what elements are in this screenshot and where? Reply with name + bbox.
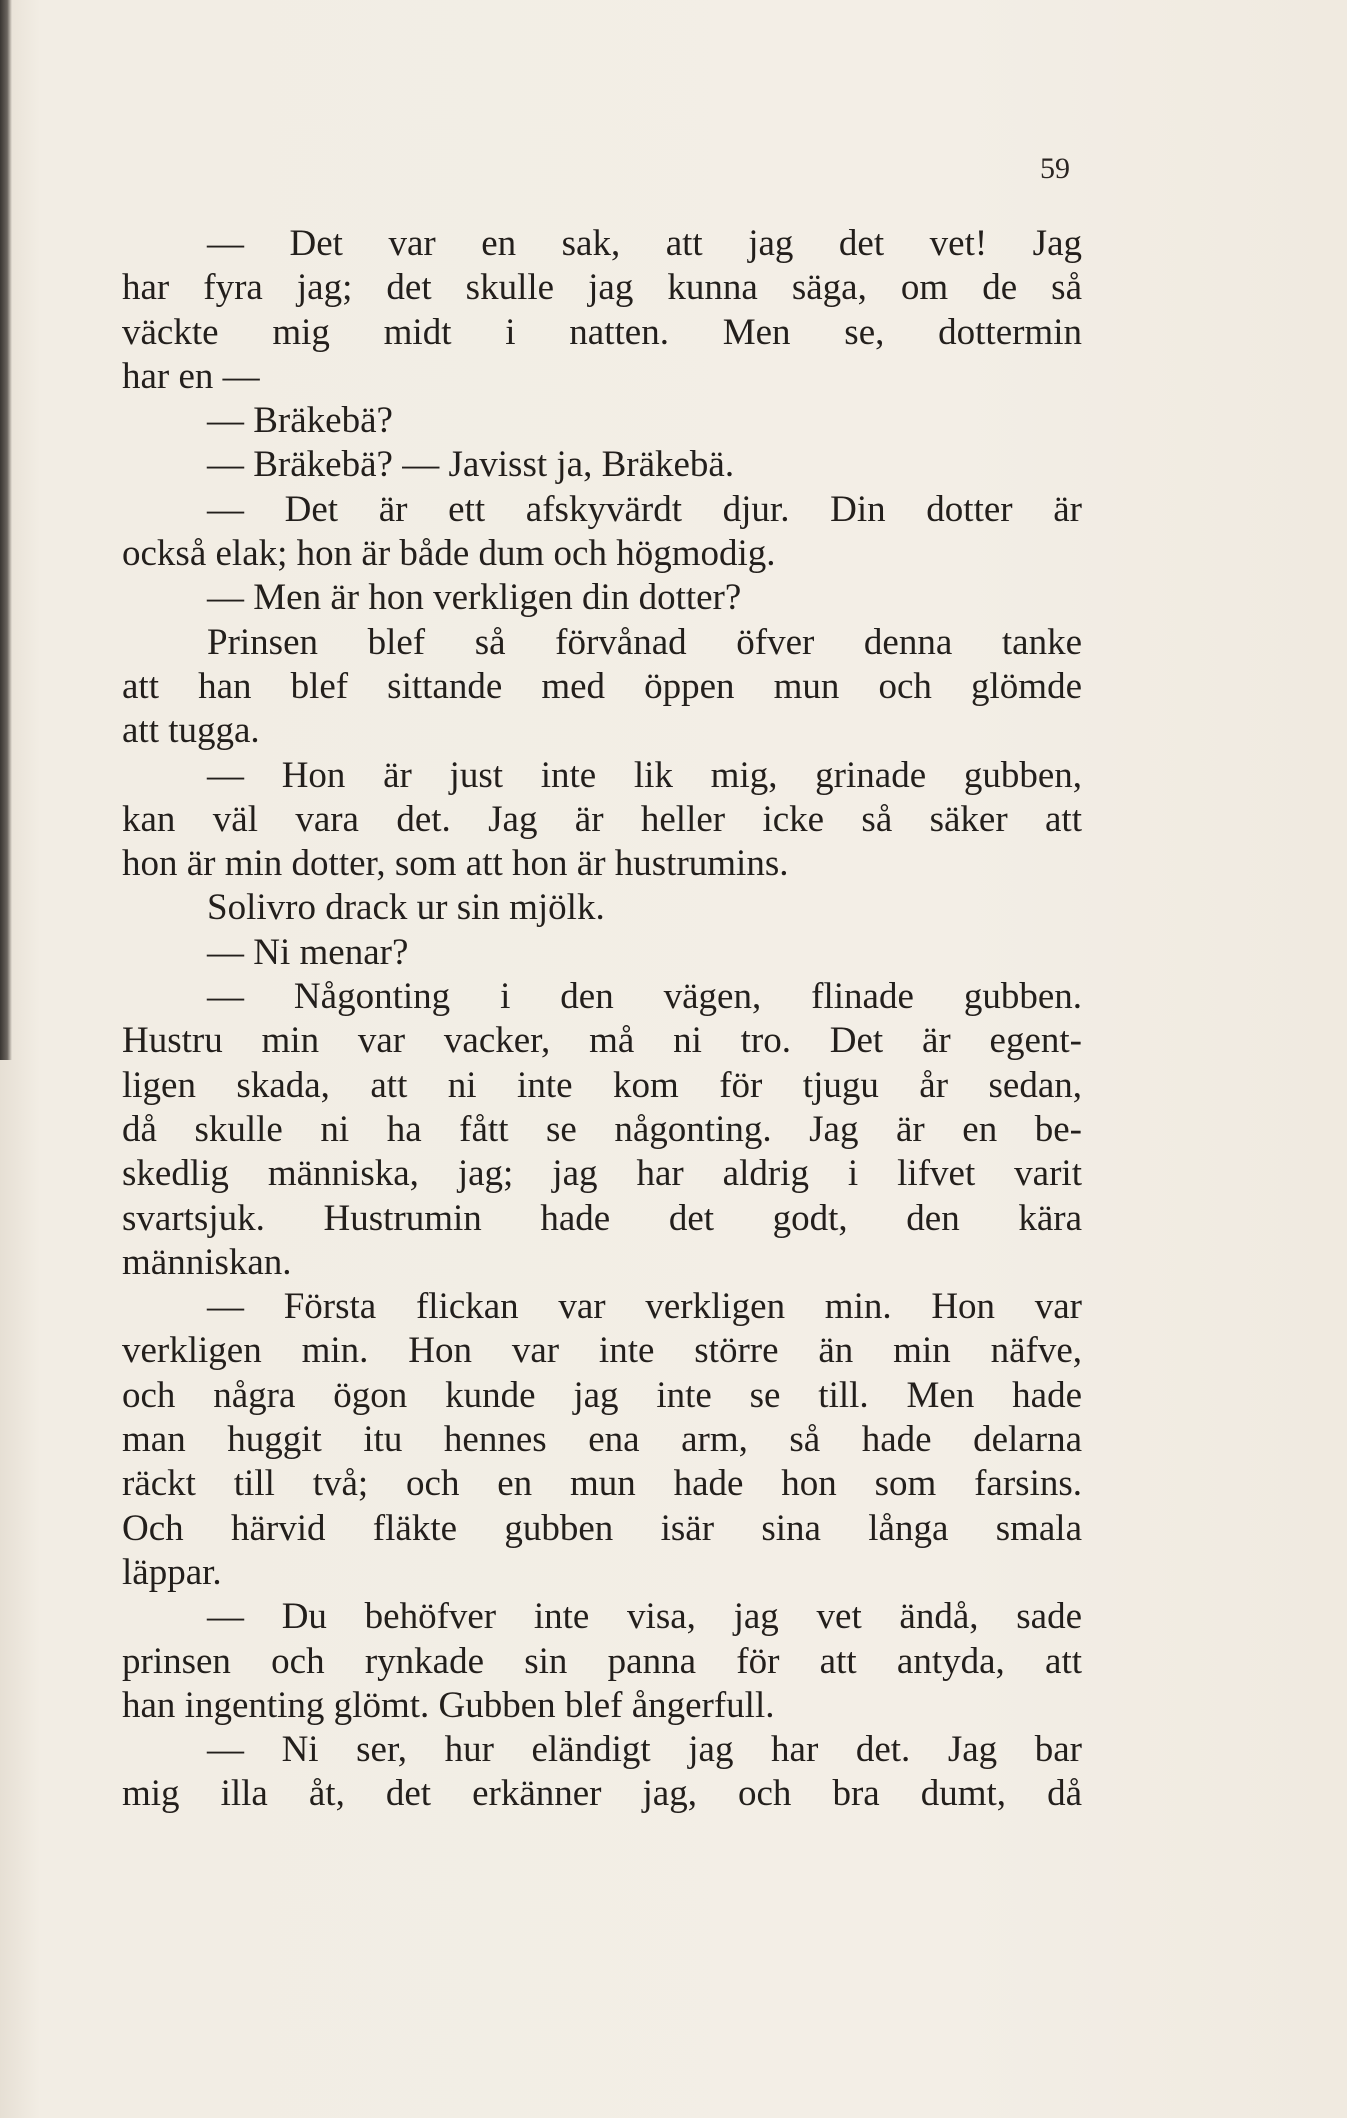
text-line: — Hon är just inte lik mig, grinade gubben, [207,754,1082,796]
text-line: människan. [122,1241,292,1283]
text-line: prinsen och rynkade sin panna för att antyda, att [122,1640,1082,1682]
text-line: Solivro drack ur sin mjölk. [207,887,605,929]
text-line: och några ögon kunde jag inte se till. Men hade [122,1374,1082,1416]
binding-edge [0,0,12,1060]
text-line: — Första flickan var verkligen min. Hon var [207,1286,1082,1328]
text-line: svartsjuk. Hustrumin hade det godt, den kära [122,1197,1082,1239]
text-line: att tugga. [122,710,260,752]
text-line: — Bräkebä? [207,400,393,442]
text-line: att han blef sittande med öppen mun och glömde [122,665,1082,707]
text-line: skedlig människa, jag; jag har aldrig i lifvet varit [122,1153,1082,1195]
text-line: väckte mig midt i natten. Men se, dottermin [122,311,1082,353]
page-number: 59 [1040,152,1070,185]
text-line: då skulle ni ha fått se någonting. Jag är en be- [122,1108,1082,1150]
text-line: han ingenting glömt. Gubben blef ångerfull. [122,1684,775,1726]
text-line: — Ni menar? [207,931,409,973]
text-line: Hustru min var vacker, må ni tro. Det är egent- [122,1020,1082,1062]
text-line: — Det var en sak, att jag det vet! Jag [207,223,1082,264]
body-text [122,222,1082,1817]
text-line: har en — [122,355,260,397]
text-line: har fyra jag; det skulle jag kunna säga, om de så [122,267,1082,309]
text-line: — Ni ser, hur eländigt jag har det. Jag bar [207,1729,1082,1771]
text-line: hon är min dotter, som att hon är hustrumins. [122,843,789,885]
text-line: ligen skada, att ni inte kom för tjugu år sedan, [122,1064,1082,1106]
text-line: man huggit itu hennes ena arm, så hade delarna [122,1419,1082,1461]
text-line: räckt till två; och en mun hade hon som farsins. [122,1463,1082,1505]
text-line: — Bräkebä? — Javisst ja, Bräkebä. [207,444,735,486]
text-line: — Det är ett afskyvärdt djur. Din dotter är [207,488,1082,530]
text-line: Och härvid fläkte gubben isär sina långa smala [122,1507,1082,1549]
text-line: också elak; hon är både dum och högmodig. [122,533,776,575]
text-line: verkligen min. Hon var inte större än min näfve, [122,1330,1082,1372]
text-line: kan väl vara det. Jag är heller icke så säker att [122,798,1082,840]
text-line: — Men är hon verkligen din dotter? [207,577,742,619]
text-line: mig illa åt, det erkänner jag, och bra dumt, då [122,1773,1082,1815]
text-line: — Du behöfver inte visa, jag vet ändå, sade [207,1596,1082,1638]
text-line: Prinsen blef så förvånad öfver denna tanke [207,621,1082,663]
text-line: — Någonting i den vägen, flinade gubben. [207,976,1082,1018]
text-line: läppar. [122,1551,222,1593]
